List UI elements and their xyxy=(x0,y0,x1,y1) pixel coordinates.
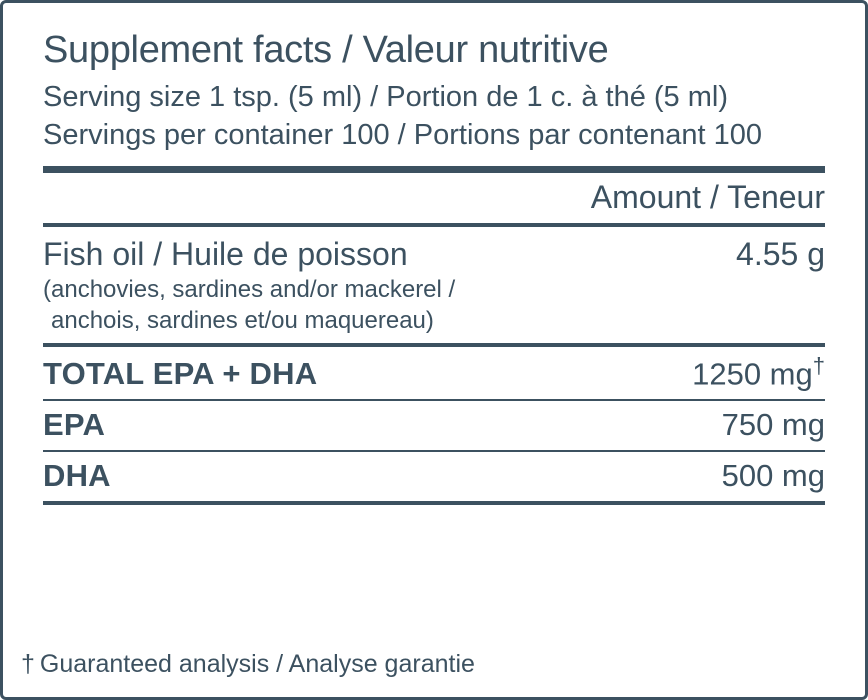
ingredient-amount: 4.55 g xyxy=(736,236,825,273)
page-title: Supplement facts / Valeur nutritive xyxy=(43,29,609,71)
ingredient-source-line-1: (anchovies, sardines and/or mackerel / xyxy=(43,276,456,304)
nutrient-value: 1250 mg† xyxy=(692,352,825,391)
divider-top xyxy=(43,166,825,173)
nutrient-name: DHA xyxy=(43,457,111,493)
serving-size-text: Serving size 1 tsp. (5 ml) / Portion de 1 c. à thé (5 ml) xyxy=(43,80,728,113)
ingredient-block xyxy=(43,227,825,342)
ingredient-main-row xyxy=(43,236,825,273)
nutrient-name: EPA xyxy=(43,406,106,442)
servings-per-container-text: Servings per container 100 / Portions par contenant 100 xyxy=(43,118,763,151)
nutrient-value: 500 mg xyxy=(721,457,825,493)
amount-header-row xyxy=(43,173,825,223)
dagger-marker: † xyxy=(812,352,825,378)
footnote-text: Guaranteed analysis / Analyse garantie xyxy=(39,650,475,678)
ingredient-name: Fish oil / Huile de poisson xyxy=(43,236,408,273)
table-row xyxy=(43,452,825,501)
amount-header-label: Amount / Teneur xyxy=(590,179,825,216)
nutrient-value: 750 mg xyxy=(721,406,825,442)
ingredient-source-line-2: anchois, sardines et/ou maquereau) xyxy=(51,306,434,334)
ingredient-source xyxy=(43,275,825,336)
footnote xyxy=(21,650,475,679)
table-row xyxy=(43,347,825,399)
footnote-dagger-icon: † xyxy=(21,650,35,678)
table-row xyxy=(43,401,825,450)
nutrient-name: TOTAL EPA + DHA xyxy=(43,355,318,391)
divider-bottom xyxy=(43,501,825,505)
